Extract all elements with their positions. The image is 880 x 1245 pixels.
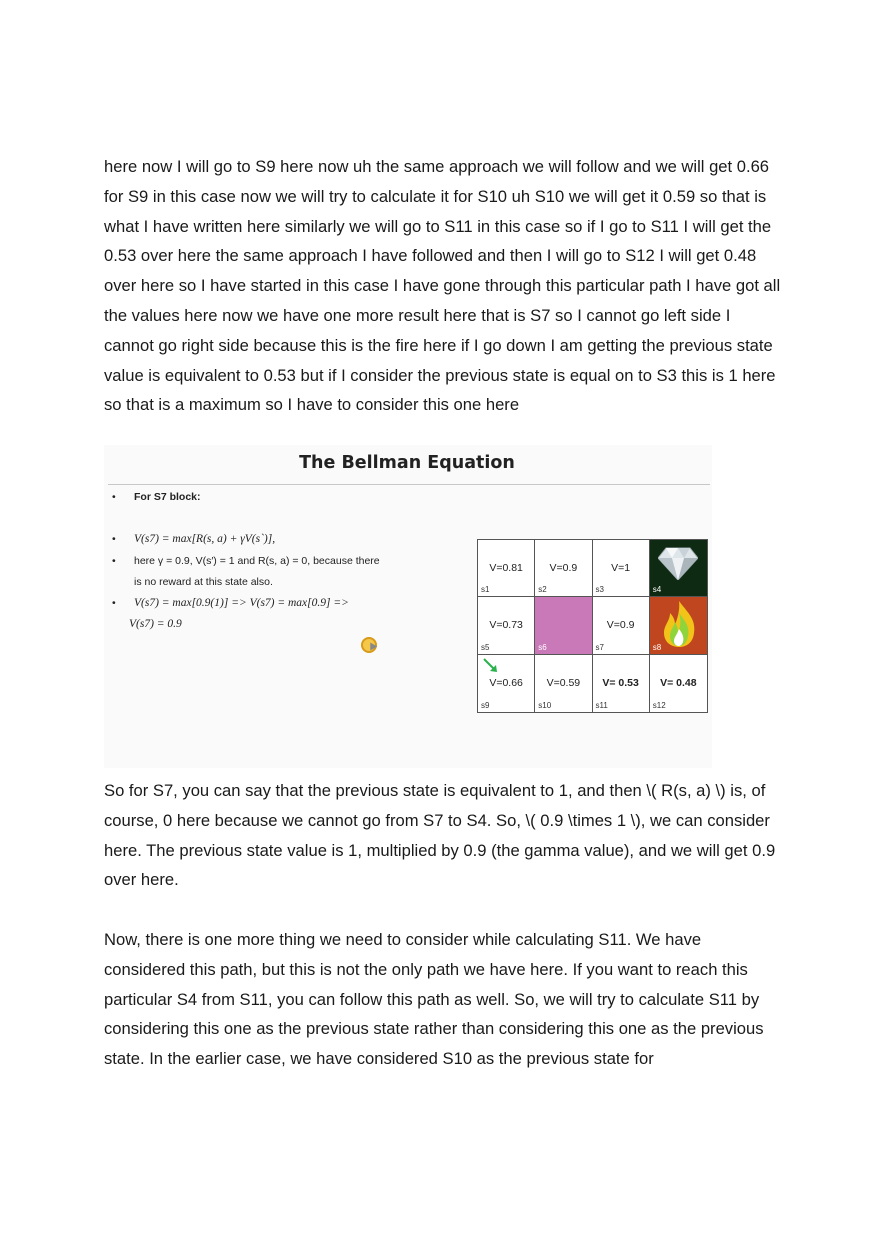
cell-label: s12 bbox=[652, 700, 666, 710]
cell-value: V=0.9 bbox=[606, 619, 635, 632]
equation-2b: is no reward at this state also. bbox=[134, 576, 273, 588]
grid-cell-s12 bbox=[650, 655, 707, 712]
cell-label: s2 bbox=[538, 585, 547, 595]
grid-cell-s5 bbox=[478, 597, 535, 654]
green-arrow-icon bbox=[482, 657, 500, 675]
cell-value: V=0.66 bbox=[489, 676, 523, 689]
grid-cell-s9 bbox=[478, 655, 535, 712]
cell-label: s7 bbox=[595, 642, 604, 652]
cell-value: V=1 bbox=[611, 562, 631, 574]
paragraph-intro: here now I will go to S9 here now uh the same approach we will follow and we will get 0.66 for S9 in this case now we will try to calculate it for S10 uh S10 we will get it 0.59 so that is what I have written here similarly we will go to S11 in this case so if I go to S11 I will get the 0.53 over here the same approach I have followed and then I will go to S12 I will get 0.48 over here so I have started in this case I have gone through this particular path I have got all the values here now we have one more result here that is S7 so I cannot go left side I cannot go right side because this is the fire here if I go down I am getting the previous state value is equivalent to 0.53 but if I consider the previous state is equal on to S3 this is 1 here so that is a maximum so I have to consider this one here bbox=[104, 157, 781, 415]
mouse-cursor-icon bbox=[361, 637, 377, 653]
cell-label: s1 bbox=[481, 585, 490, 595]
cell-value: V=0.81 bbox=[489, 562, 523, 574]
bullet-marker: • bbox=[112, 597, 116, 609]
grid-cell-s11 bbox=[593, 655, 650, 712]
cell-value: V=0.73 bbox=[489, 619, 523, 632]
grid-cell-s3 bbox=[593, 540, 650, 597]
cell-value: V= 0.53 bbox=[602, 676, 639, 689]
cell-label: s4 bbox=[652, 585, 662, 595]
equation-1: V(s7) = max[R(s, a) + γV(s`)], bbox=[134, 533, 276, 545]
grid-cell-s4 bbox=[650, 540, 707, 597]
cell-value: V=0.59 bbox=[546, 676, 581, 689]
grid-cell-s10 bbox=[535, 655, 592, 712]
s7-heading: For S7 block: bbox=[134, 491, 201, 503]
cell-label: s10 bbox=[538, 700, 552, 710]
slide-divider bbox=[108, 484, 710, 485]
diamond-icon bbox=[658, 546, 698, 580]
cell-label: s11 bbox=[595, 700, 608, 710]
bullet-marker: • bbox=[112, 533, 116, 545]
grid-cell-s8 bbox=[650, 597, 707, 654]
fire-icon bbox=[658, 599, 700, 649]
equation-3a: V(s7) = max[0.9(1)] => V(s7) = max[0.9] => bbox=[134, 597, 349, 609]
bellman-slide-image bbox=[104, 445, 712, 768]
bullet-marker: • bbox=[112, 491, 116, 503]
paragraph-s7-explanation: So for S7, you can say that the previous state is equivalent to 1, and then \( R(s, a) \) is, of course, 0 here because we cannot go from S7 to S4. So, \( 0.9 \times 1 \), we can consider here. The previous state value is 1, multiplied by 0.9 (the gamma value), and we will get 0.9 over here. bbox=[104, 781, 776, 890]
cell-label: s3 bbox=[595, 585, 604, 595]
equation-2a: here γ = 0.9, V(s′) = 1 and R(s, a) = 0, because there bbox=[134, 555, 380, 567]
paragraph-s11-path: Now, there is one more thing we need to consider while calculating S11. We have considered this path, but this is not the only path we have here. If you want to reach this particular S4 from S11, you can follow this path as well. So, we will try to calculate S11 by considering this one as the previous state rather than considering this one as the previous state. In the earlier case, we have considered S10 as the previous state for bbox=[104, 930, 764, 1069]
bullet-marker: • bbox=[112, 555, 116, 567]
grid-cell-s6 bbox=[535, 597, 592, 654]
cell-label: s6 bbox=[538, 642, 547, 652]
cell-value: V=0.9 bbox=[549, 562, 578, 574]
grid-cell-s1 bbox=[478, 540, 535, 597]
cell-label: s8 bbox=[652, 642, 662, 652]
grid-cell-s7 bbox=[593, 597, 650, 654]
gridworld bbox=[477, 539, 708, 713]
slide-title: The Bellman Equation bbox=[299, 453, 515, 473]
grid-cell-s2 bbox=[535, 540, 592, 597]
cell-value: V= 0.48 bbox=[660, 676, 697, 689]
equation-3b: V(s7) = 0.9 bbox=[129, 618, 182, 630]
cell-label: s9 bbox=[481, 700, 490, 710]
cell-label: s5 bbox=[481, 642, 490, 652]
